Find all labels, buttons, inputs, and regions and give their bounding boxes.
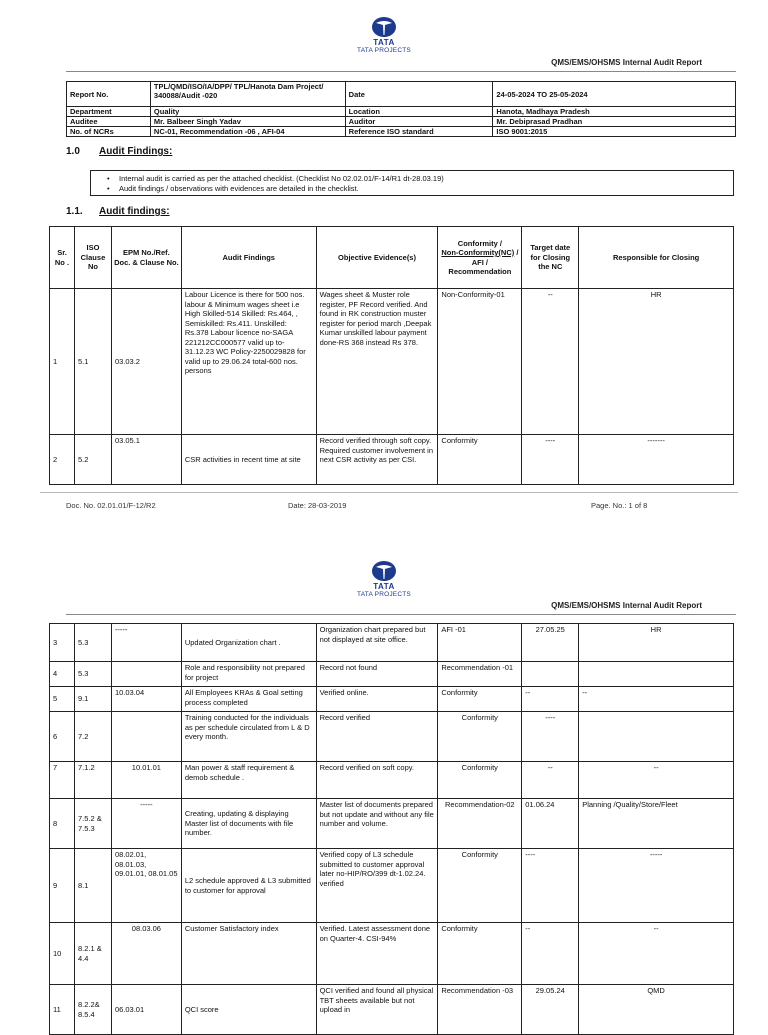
col-header-findings: Audit Findings bbox=[181, 227, 316, 289]
cell-evidence: Record verified through soft copy. Required customer involvement in next CSR activity as per CSI. bbox=[316, 435, 438, 485]
cell-epm: 06.03.01 bbox=[111, 985, 181, 1035]
cell-sr: 7 bbox=[50, 762, 75, 799]
cell-iso: 5.3 bbox=[74, 624, 111, 662]
cell-conformity: Conformity bbox=[438, 435, 522, 485]
table-row bbox=[50, 985, 734, 1035]
col-header-conformity-part: / AFI / Recommendation bbox=[448, 248, 519, 276]
cell-iso: 8.2.1 & 4.4 bbox=[74, 923, 111, 985]
cell-sr: 4 bbox=[50, 662, 75, 687]
cell-iso: 7.5.2 & 7.5.3 bbox=[74, 799, 111, 849]
cell-target: -- bbox=[522, 923, 579, 985]
cell-findings: CSR activities in recent time at site bbox=[181, 435, 316, 485]
cell-findings: Updated Organization chart . bbox=[181, 624, 316, 662]
cell-evidence: Wages sheet & Muster role register, PF Record verified. And found in RK construction muster register for period march ,Deepak Kumar unskilled labour payment done-RS 368 instead Rs 378. bbox=[316, 289, 438, 435]
cell-responsible: QMD bbox=[579, 985, 734, 1035]
cell-conformity: Conformity bbox=[438, 849, 522, 923]
cell-target: 27.05.25 bbox=[522, 624, 579, 662]
cell-target: ---- bbox=[522, 435, 579, 485]
cell-epm bbox=[111, 662, 181, 687]
footer-date: Date: 28-03-2019 bbox=[288, 501, 347, 510]
cell-sr: 1 bbox=[50, 289, 75, 435]
cell-epm: 10.01.01 bbox=[111, 762, 181, 799]
cell-epm: 08.02.01, 08.01.03, 09.01.01, 08.01.05 bbox=[111, 849, 181, 923]
location-value: Hanota, Madhaya Pradesh bbox=[493, 107, 736, 117]
col-header-conformity-nc: Non-Conformity(NC) bbox=[441, 248, 515, 257]
location-label: Location bbox=[345, 107, 493, 117]
cell-target: -- bbox=[522, 762, 579, 799]
cell-target: -- bbox=[522, 687, 579, 712]
cell-iso: 5.2 bbox=[74, 435, 111, 485]
cell-evidence: Record verified on soft copy. bbox=[316, 762, 438, 799]
findings-table-page-1 bbox=[49, 226, 734, 485]
cell-sr: 8 bbox=[50, 799, 75, 849]
cell-conformity: Non-Conformity-01 bbox=[438, 289, 522, 435]
ncr-label: No. of NCRs bbox=[67, 127, 151, 137]
cell-epm: ----- bbox=[111, 799, 181, 849]
reference-label: Reference ISO standard bbox=[345, 127, 493, 137]
cell-findings: Creating, updating & displaying Master list of documents with file number. bbox=[181, 799, 316, 849]
table-row bbox=[50, 289, 734, 435]
section-heading-findings-table bbox=[66, 206, 170, 217]
cell-findings: Training conducted for the individuals as per schedule circulated from L & D every month. bbox=[181, 712, 316, 762]
cell-target: 29.05.24 bbox=[522, 985, 579, 1035]
cell-responsible: -- bbox=[579, 923, 734, 985]
cell-conformity: Conformity bbox=[438, 923, 522, 985]
findings-table-page-2 bbox=[49, 623, 734, 1035]
cell-responsible: HR bbox=[579, 289, 734, 435]
cell-conformity: Conformity bbox=[438, 712, 522, 762]
auditee-value: Mr. Balbeer Singh Yadav bbox=[150, 117, 345, 127]
header-rule bbox=[66, 71, 736, 72]
cell-sr: 2 bbox=[50, 435, 75, 485]
cell-epm: 10.03.04 bbox=[111, 687, 181, 712]
col-header-epm: EPM No./Ref. Doc. & Clause No. bbox=[111, 227, 181, 289]
bullet-item: • Internal audit is carried as per the attached checklist. (Checklist No 02.02.01/F-14/R1 dt-28.03.19) bbox=[91, 174, 733, 184]
cell-evidence: Verified online. bbox=[316, 687, 438, 712]
section-number: 1.1. bbox=[66, 206, 83, 217]
tata-projects-logo bbox=[350, 560, 418, 599]
report-page-2 bbox=[0, 525, 768, 1024]
cell-findings: Labour Licence is there for 500 nos. labour & Minimum wages sheet i.e High Skilled-514 Skilled: Rs.464, , Semiskilled: Rs.411. Unskilled: Rs.378 Labour licence no-SAGA 221212CC000577 valid up to-31.12.23 WC Policy-2250029828 for valid up to 29.06.24 total-600 nos. persons bbox=[181, 289, 316, 435]
cell-target: 01.06.24 bbox=[522, 799, 579, 849]
col-header-target: Target date for Closing the NC bbox=[522, 227, 579, 289]
tata-projects-logo bbox=[350, 16, 418, 55]
table-row bbox=[50, 687, 734, 712]
cell-sr: 6 bbox=[50, 712, 75, 762]
reference-value: ISO 9001:2015 bbox=[493, 127, 736, 137]
date-label: Date bbox=[345, 82, 493, 107]
bullet-item: • Audit findings / observations with evidences are detailed in the checklist. bbox=[91, 184, 733, 194]
cell-responsible: ------- bbox=[579, 435, 734, 485]
col-header-conformity bbox=[438, 227, 522, 289]
cell-target bbox=[522, 662, 579, 687]
cell-target: -- bbox=[522, 289, 579, 435]
cell-conformity: Recommendation-02 bbox=[438, 799, 522, 849]
table-row bbox=[50, 923, 734, 985]
table-row bbox=[50, 712, 734, 762]
section-heading-audit-findings bbox=[66, 146, 172, 157]
table-row bbox=[50, 662, 734, 687]
cell-sr: 3 bbox=[50, 624, 75, 662]
cell-sr: 9 bbox=[50, 849, 75, 923]
col-header-evidence: Objective Evidence(s) bbox=[316, 227, 438, 289]
cell-sr: 5 bbox=[50, 687, 75, 712]
table-header-row bbox=[50, 227, 734, 289]
cell-epm: 03.05.1 bbox=[111, 435, 181, 485]
cell-responsible bbox=[579, 712, 734, 762]
section-title: Audit findings: bbox=[99, 206, 170, 217]
footer-rule bbox=[40, 492, 738, 493]
section-title: Audit Findings: bbox=[99, 146, 173, 157]
report-title: QMS/EMS/OHSMS Internal Audit Report bbox=[551, 58, 702, 67]
table-row bbox=[50, 624, 734, 662]
header-rule bbox=[66, 614, 736, 615]
brand-name: TATA bbox=[373, 582, 395, 591]
cell-evidence: Master list of documents prepared but not update and without any file number and volume. bbox=[316, 799, 438, 849]
footer-page-no: Page. No.: 1 of 8 bbox=[591, 501, 648, 510]
cell-findings: L2 schedule approved & L3 submitted to customer for approval bbox=[181, 849, 316, 923]
cell-epm: 08.03.06 bbox=[111, 923, 181, 985]
cell-iso: 7.2 bbox=[74, 712, 111, 762]
cell-sr: 11 bbox=[50, 985, 75, 1035]
audit-notes-box bbox=[90, 170, 734, 196]
col-header-conformity-part: Conformity / bbox=[457, 238, 502, 248]
col-header-responsible: Responsible for Closing bbox=[579, 227, 734, 289]
cell-iso: 7.1.2 bbox=[74, 762, 111, 799]
cell-conformity: AFI -01 bbox=[438, 624, 522, 662]
footer-doc-no: Doc. No. 02.01.01/F-12/R2 bbox=[66, 501, 156, 510]
report-title: QMS/EMS/OHSMS Internal Audit Report bbox=[551, 601, 702, 610]
cell-findings: QCI score bbox=[181, 985, 316, 1035]
cell-findings: All Employees KRAs & Goal setting process completed bbox=[181, 687, 316, 712]
cell-epm bbox=[111, 712, 181, 762]
brand-subtitle: TATA PROJECTS bbox=[357, 47, 411, 54]
cell-responsible: ----- bbox=[579, 849, 734, 923]
col-header-sr: Sr. No . bbox=[50, 227, 75, 289]
col-header-iso: ISO Clause No bbox=[74, 227, 111, 289]
cell-conformity: Conformity bbox=[438, 687, 522, 712]
table-row bbox=[50, 849, 734, 923]
date-value: 24-05-2024 TO 25-05-2024 bbox=[493, 82, 736, 107]
tata-logo-icon bbox=[371, 16, 397, 38]
cell-evidence: Record verified bbox=[316, 712, 438, 762]
cell-responsible: HR bbox=[579, 624, 734, 662]
cell-findings: Role and responsibility not prepared for project bbox=[181, 662, 316, 687]
cell-evidence: Verified. Latest assessment done on Quarter-4. CSI-94% bbox=[316, 923, 438, 985]
cell-responsible bbox=[579, 662, 734, 687]
cell-findings: Man power & staff requirement & demob schedule . bbox=[181, 762, 316, 799]
cell-conformity: Recommendation -01 bbox=[438, 662, 522, 687]
cell-evidence: QCI verified and found all physical TBT sheets available but not upload in bbox=[316, 985, 438, 1035]
cell-conformity: Recommendation -03 bbox=[438, 985, 522, 1035]
cell-sr: 10 bbox=[50, 923, 75, 985]
auditee-label: Auditee bbox=[67, 117, 151, 127]
ncr-value: NC-01, Recommendation -06 , AFI-04 bbox=[150, 127, 345, 137]
cell-responsible: -- bbox=[579, 762, 734, 799]
cell-evidence: Verified copy of L3 schedule submitted to customer approval later no-HIP/RO/399 dt-1.02.24. verified bbox=[316, 849, 438, 923]
cell-epm: 03.03.2 bbox=[111, 289, 181, 435]
department-value: Quality bbox=[150, 107, 345, 117]
table-row bbox=[50, 762, 734, 799]
report-meta-table bbox=[66, 81, 736, 137]
cell-findings: Customer Satisfactory index bbox=[181, 923, 316, 985]
auditor-label: Auditor bbox=[345, 117, 493, 127]
cell-target: ---- bbox=[522, 712, 579, 762]
cell-evidence: Organization chart prepared but not displayed at site office. bbox=[316, 624, 438, 662]
cell-target: ---- bbox=[522, 849, 579, 923]
cell-iso: 5.1 bbox=[74, 289, 111, 435]
tata-logo-icon bbox=[371, 560, 397, 582]
section-number: 1.0 bbox=[66, 146, 80, 157]
department-label: Department bbox=[67, 107, 151, 117]
cell-iso: 9.1 bbox=[74, 687, 111, 712]
cell-iso: 8.2.2& 8.5.4 bbox=[74, 985, 111, 1035]
brand-subtitle: TATA PROJECTS bbox=[357, 591, 411, 598]
auditor-value: Mr. Debiprasad Pradhan bbox=[493, 117, 736, 127]
cell-evidence: Record not found bbox=[316, 662, 438, 687]
cell-iso: 5.3 bbox=[74, 662, 111, 687]
report-no-label: Report No. bbox=[67, 82, 151, 107]
cell-responsible: -- bbox=[579, 687, 734, 712]
cell-epm: ----- bbox=[111, 624, 181, 662]
cell-responsible: Planning /Quality/Store/Fleet bbox=[579, 799, 734, 849]
cell-conformity: Conformity bbox=[438, 762, 522, 799]
table-row bbox=[50, 799, 734, 849]
brand-name: TATA bbox=[373, 38, 395, 47]
cell-iso: 8.1 bbox=[74, 849, 111, 923]
table-row bbox=[50, 435, 734, 485]
report-no-value: TPL/QMD/ISO/IA/DPP/ TPL/Hanota Dam Project/ 340088/Audit -020 bbox=[150, 82, 345, 107]
